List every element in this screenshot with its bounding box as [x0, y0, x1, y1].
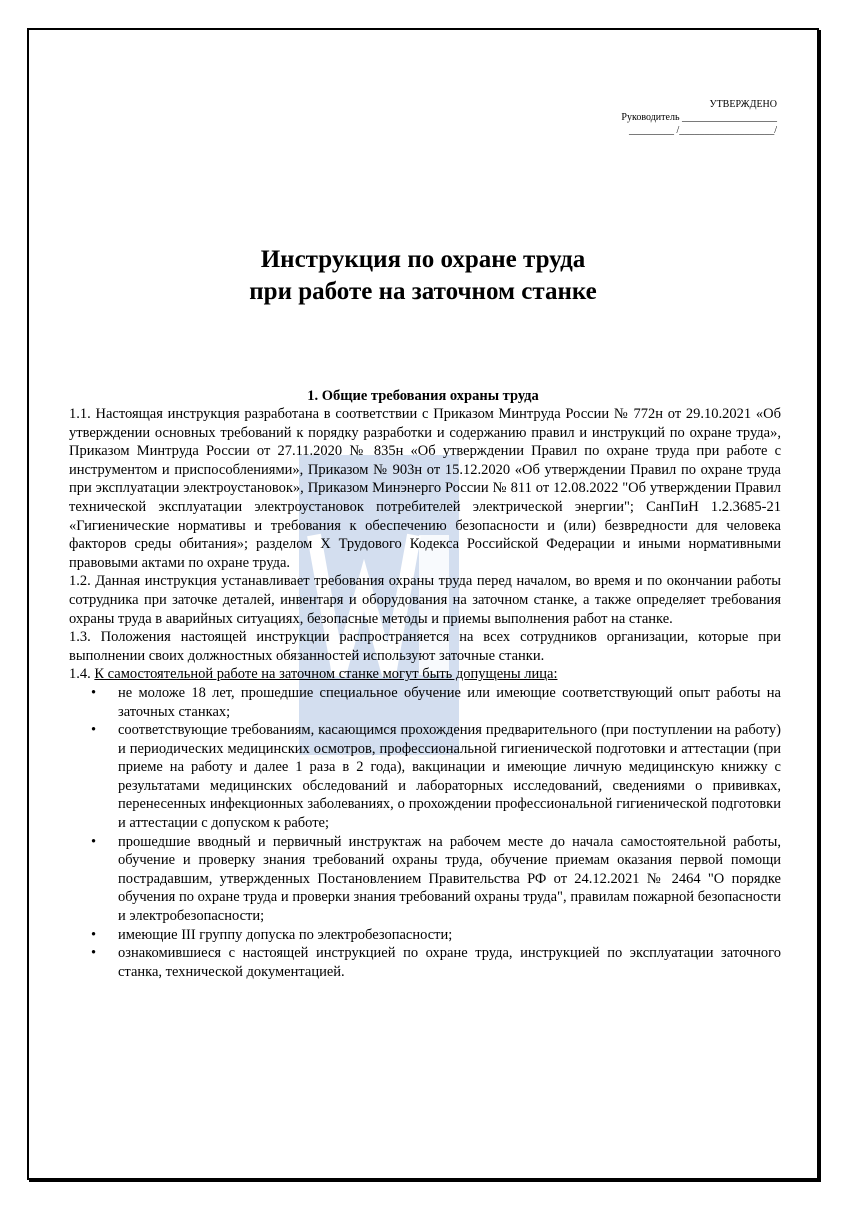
list-item — [69, 944, 781, 981]
paragraph-1-4 — [69, 665, 781, 684]
list-item — [69, 721, 781, 833]
paragraph-1-3: 1.3. Положения настоящей инструкции распространяется на всех сотрудников организации, которые при выполнении своих должностных обязанностей используют заточные станки. — [69, 629, 781, 664]
list-item-text: не моложе 18 лет, прошедшие специальное обучение или имеющие соответствующий опыт работы на заточных станках; — [118, 684, 781, 720]
list-item — [69, 926, 781, 945]
paragraph-1-2: 1.2. Данная инструкция устанавливает требования охраны труда перед началом, во время и по окончании работы сотрудника при заточке деталей, инвентаря и оборудования на заточном станке, а также определяет требования охраны труда в аварийных ситуациях, безопасные методы и приемы выполнения работ на станке. — [69, 573, 781, 627]
title-line-2: при работе на заточном станке — [249, 278, 597, 305]
list-item — [69, 684, 781, 721]
bullet-mark: • — [91, 722, 97, 739]
bullet-mark: • — [91, 833, 97, 850]
paragraph-1-1: 1.1. Настоящая инструкция разработана в соответствии с Приказом Минтруда России № 772н от 29.10.2021 «Об утверждении основных требований к порядку разработки и содержанию правил и инструкций по охране труда», Приказом Минтруда России от 27.11.2020 № 835н «Об утверждении Правил по охране труда при работе с инструментом и приспособлениями», Приказом № 903н от 15.12.2020 «Об утверждении Правил по охране труда при эксплуатации электроустановок», Приказом Минэнерго России № 811 от 12.08.2022 "Об утверждении Правил технической эксплуатации электроустановок потребителей электрической энергии"; СанПиН 1.2.3685-21 «Гигиенические нормативы и требования к обеспечению безопасности и (или) безвредности для человека факторов среды обитания»; разделом X Трудового Кодекса Российской Федерации и иными нормативными правовыми актами по охране труда. — [69, 406, 781, 571]
list-item — [69, 833, 781, 926]
bullet-mark: • — [91, 926, 97, 943]
list-item-text: прошедшие вводный и первичный инструктаж на рабочем месте до начала самостоятельной работы, обучение и проверку знания требований охраны труда, обучение приемам оказания первой помощи пострадавшим, утвержденных Постановлением Правительства РФ от 24.12.2021 № 2464 "О порядке обучения по охране труда и проверки знания требований охраны труда", правилам пожарной безопасности и электробезопасности; — [118, 833, 781, 925]
paragraph-1-4-number: 1.4. — [69, 666, 95, 683]
document-title — [29, 244, 817, 308]
paragraph-1-4-text: К самостоятельной работе на заточном станке могут быть допущены лица: — [94, 666, 558, 683]
list-item-text: соответствующие требованиям, касающимся прохождения предварительного (при поступлении на работу) и периодических медицинских осмотров, профессиональной гигиенической подготовки и аттестации (при приеме на работу и далее 1 раза в 2 года), вакцинации и имеющие личную медицинскую книжку с результатами медицинских обследований и лабораторных исследований, сведениями о прививках, перенесенных инфекционных заболеваниях, о прохождении профессиональной гигиенической подготовки и аттестации с допуском к работе; — [118, 722, 781, 832]
approval-block — [537, 98, 777, 137]
approval-signatory-line: Руководитель ___________________ — [621, 112, 777, 123]
bullet-mark: • — [91, 945, 97, 962]
approval-signature-line: _________ /___________________/ — [628, 125, 777, 136]
bullet-mark: • — [91, 684, 97, 701]
admission-requirements-list — [69, 684, 781, 982]
document-page — [27, 28, 819, 1180]
title-line-1: Инструкция по охране труда — [260, 246, 586, 273]
list-item-text: ознакомившиеся с настоящей инструкцией по охране труда, инструкцией по эксплуатации заточного станка, технической документацией. — [118, 945, 781, 980]
list-item-text: имеющие III группу допуска по электробезопасности; — [118, 926, 453, 943]
section-heading: 1. Общие требования охраны труда — [307, 388, 539, 404]
section-body — [69, 405, 781, 981]
approval-status: УТВЕРЖДЕНО — [709, 99, 777, 110]
